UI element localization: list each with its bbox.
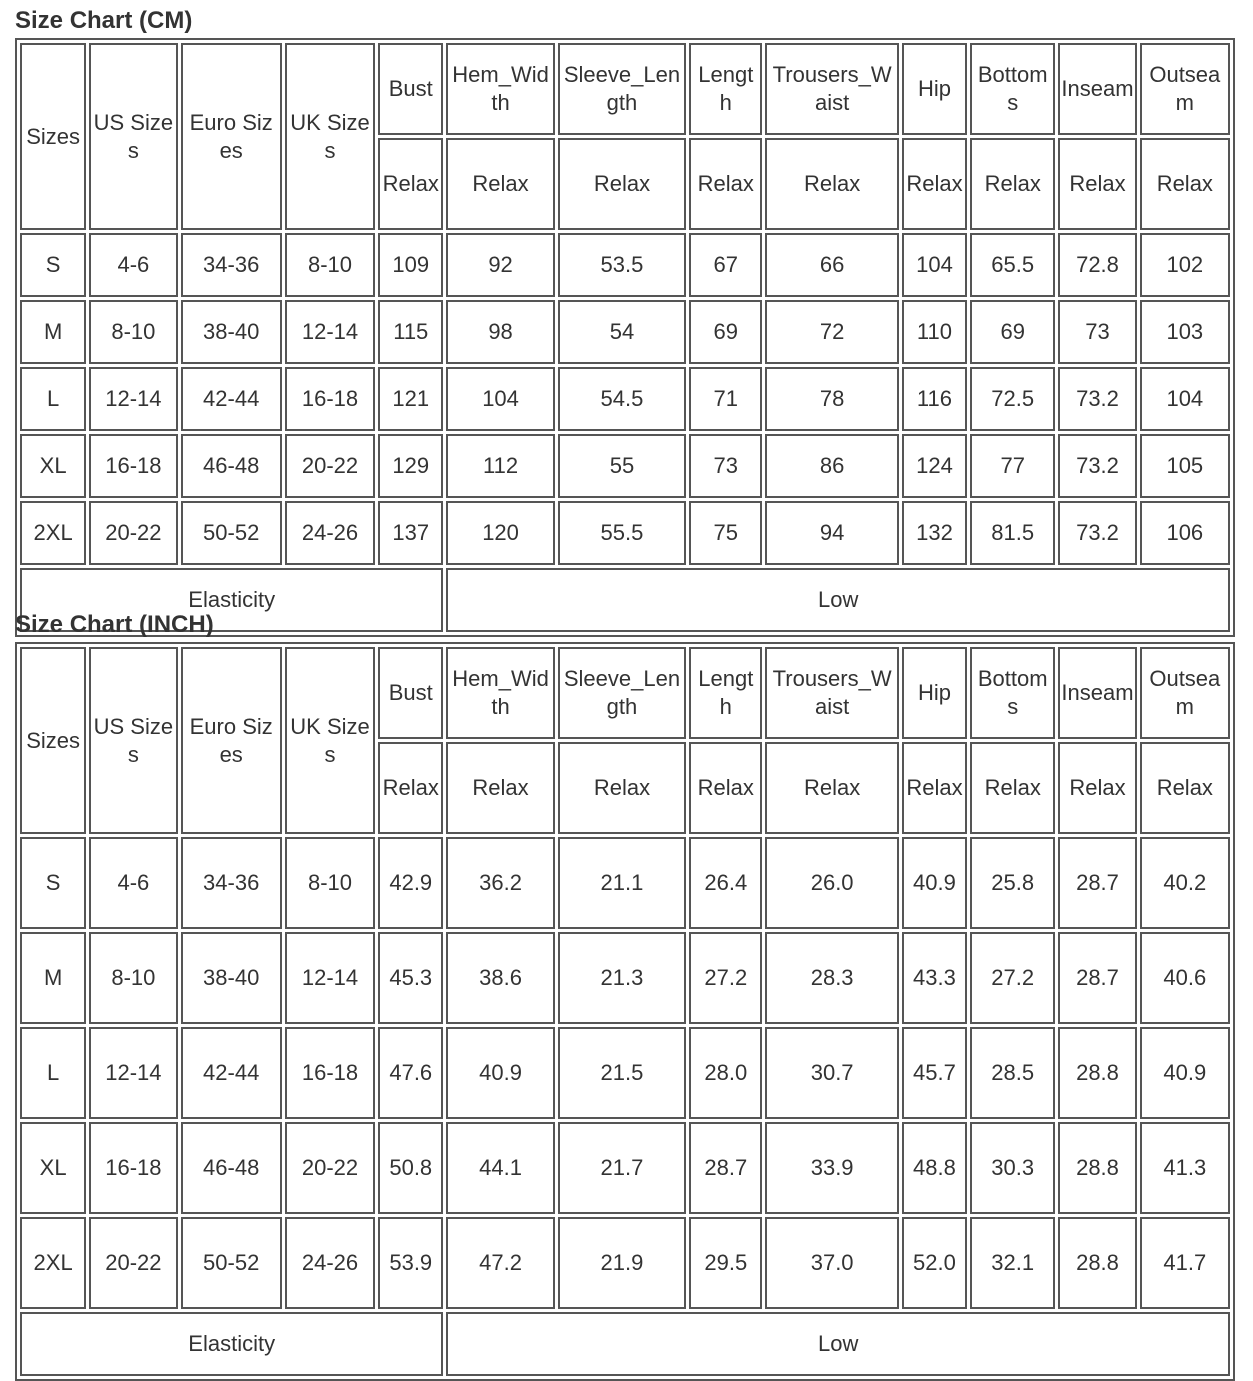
size-row-xl <box>20 1122 1230 1214</box>
table-cell: 72.8 <box>1058 233 1136 297</box>
table-cell: 28.8 <box>1058 1217 1136 1309</box>
table-cell: 36.2 <box>446 837 554 929</box>
table-cell: 55.5 <box>558 501 686 565</box>
elasticity-value: Low <box>446 568 1230 632</box>
fit-label: Relax <box>902 742 967 834</box>
table-cell: 94 <box>765 501 898 565</box>
header-euro-sizes: Euro Sizes <box>181 647 282 834</box>
table-cell: 29.5 <box>689 1217 762 1309</box>
table-cell: 43.3 <box>902 932 967 1024</box>
table-cell: 78 <box>765 367 898 431</box>
size-row-m <box>20 932 1230 1024</box>
table-cell: 69 <box>970 300 1055 364</box>
table-cell: 73 <box>689 434 762 498</box>
table-cell: 12-14 <box>89 367 177 431</box>
table-cell: 12-14 <box>285 932 375 1024</box>
table-cell: 32.1 <box>970 1217 1055 1309</box>
table-cell: 40.6 <box>1140 932 1230 1024</box>
header-hip: Hip <box>902 647 967 739</box>
fit-label: Relax <box>765 742 898 834</box>
table-cell: 8-10 <box>285 837 375 929</box>
table-cell: 34-36 <box>181 837 282 929</box>
table-cell: 16-18 <box>285 1027 375 1119</box>
table-cell: 71 <box>689 367 762 431</box>
table-cell: 27.2 <box>689 932 762 1024</box>
header-sizes: Sizes <box>20 43 86 230</box>
fit-label: Relax <box>689 742 762 834</box>
table-cell: 41.7 <box>1140 1217 1230 1309</box>
table-cell: 37.0 <box>765 1217 898 1309</box>
table-cell: 8-10 <box>285 233 375 297</box>
table-cell: 55 <box>558 434 686 498</box>
header-outseam: Outseam <box>1140 43 1230 135</box>
table-cell: 47.2 <box>446 1217 554 1309</box>
table-cell: 8-10 <box>89 932 177 1024</box>
table-cell: 53.5 <box>558 233 686 297</box>
fit-label: Relax <box>970 742 1055 834</box>
fit-label: Relax <box>446 742 554 834</box>
fit-label: Relax <box>1140 138 1230 230</box>
table-cell: 46-48 <box>181 434 282 498</box>
elasticity-value: Low <box>446 1312 1230 1376</box>
table-cell: 21.1 <box>558 837 686 929</box>
table-cell: 66 <box>765 233 898 297</box>
table-cell: 16-18 <box>89 1122 177 1214</box>
table-cell: M <box>20 932 86 1024</box>
header-trousers-waist: Trousers_Waist <box>765 43 898 135</box>
table-cell: 30.7 <box>765 1027 898 1119</box>
size-row-l <box>20 367 1230 431</box>
size-row-2xl <box>20 501 1230 565</box>
table-cell: 26.4 <box>689 837 762 929</box>
header-hip: Hip <box>902 43 967 135</box>
table-cell: 67 <box>689 233 762 297</box>
header-inseam: Inseam <box>1058 647 1136 739</box>
table-cell: 72.5 <box>970 367 1055 431</box>
table-cell: 40.2 <box>1140 837 1230 929</box>
table-cell: 98 <box>446 300 554 364</box>
table-cell: 81.5 <box>970 501 1055 565</box>
table-cell: 16-18 <box>285 367 375 431</box>
size-row-m <box>20 300 1230 364</box>
table-cell: 50-52 <box>181 501 282 565</box>
table-cell: 41.3 <box>1140 1122 1230 1214</box>
table-cell: 73.2 <box>1058 501 1136 565</box>
table-cell: 12-14 <box>285 300 375 364</box>
table-cell: 112 <box>446 434 554 498</box>
header-uk-sizes: UK Sizes <box>285 43 375 230</box>
table-cell: 69 <box>689 300 762 364</box>
table-cell: 24-26 <box>285 501 375 565</box>
size-row-s <box>20 837 1230 929</box>
table-cell: 50-52 <box>181 1217 282 1309</box>
table-cell: 20-22 <box>285 434 375 498</box>
table-cell: 28.8 <box>1058 1122 1136 1214</box>
table-cell: 40.9 <box>1140 1027 1230 1119</box>
header-uk-sizes: UK Sizes <box>285 647 375 834</box>
header-inseam: Inseam <box>1058 43 1136 135</box>
size-row-xl <box>20 434 1230 498</box>
header-bust: Bust <box>378 647 443 739</box>
table-cell: 16-18 <box>89 434 177 498</box>
fit-label: Relax <box>558 138 686 230</box>
size-row-s <box>20 233 1230 297</box>
header-bottoms: Bottoms <box>970 647 1055 739</box>
table-cell: 121 <box>378 367 443 431</box>
table-cell: 116 <box>902 367 967 431</box>
size-chart-table <box>15 642 1235 1381</box>
table-cell: 40.9 <box>902 837 967 929</box>
table-cell: 2XL <box>20 1217 86 1309</box>
fit-label: Relax <box>970 138 1055 230</box>
table-cell: 132 <box>902 501 967 565</box>
table-cell: 106 <box>1140 501 1230 565</box>
fit-label: Relax <box>1058 138 1136 230</box>
table-cell: 12-14 <box>89 1027 177 1119</box>
table-cell: 33.9 <box>765 1122 898 1214</box>
table-cell: 20-22 <box>285 1122 375 1214</box>
table-cell: 28.7 <box>1058 837 1136 929</box>
table-cell: S <box>20 233 86 297</box>
table-cell: XL <box>20 434 86 498</box>
table-cell: 47.6 <box>378 1027 443 1119</box>
fit-label: Relax <box>378 742 443 834</box>
table-cell: 54 <box>558 300 686 364</box>
table-cell: 4-6 <box>89 233 177 297</box>
table-cell: 38-40 <box>181 932 282 1024</box>
table-cell: 45.7 <box>902 1027 967 1119</box>
fit-label: Relax <box>558 742 686 834</box>
table-cell: 54.5 <box>558 367 686 431</box>
header-us-sizes: US Sizes <box>89 647 177 834</box>
table-cell: 124 <box>902 434 967 498</box>
table-cell: 28.5 <box>970 1027 1055 1119</box>
header-row <box>20 647 1230 739</box>
table-cell: 104 <box>1140 367 1230 431</box>
table-cell: 115 <box>378 300 443 364</box>
elasticity-row <box>20 1312 1230 1376</box>
header-euro-sizes: Euro Sizes <box>181 43 282 230</box>
header-sizes: Sizes <box>20 647 86 834</box>
table-cell: L <box>20 1027 86 1119</box>
table-cell: XL <box>20 1122 86 1214</box>
table-cell: 73 <box>1058 300 1136 364</box>
header-length: Length <box>689 647 762 739</box>
table-cell: 110 <box>902 300 967 364</box>
table-cell: 26.0 <box>765 837 898 929</box>
table-cell: 53.9 <box>378 1217 443 1309</box>
table-cell: 72 <box>765 300 898 364</box>
header-hem-width: Hem_Width <box>446 647 554 739</box>
elasticity-label: Elasticity <box>20 1312 443 1376</box>
size-chart-title: Size Chart (INCH) <box>15 611 214 638</box>
table-cell: 28.8 <box>1058 1027 1136 1119</box>
table-cell: 28.0 <box>689 1027 762 1119</box>
table-cell: 86 <box>765 434 898 498</box>
fit-label: Relax <box>378 138 443 230</box>
table-cell: 46-48 <box>181 1122 282 1214</box>
table-cell: 4-6 <box>89 837 177 929</box>
table-cell: 73.2 <box>1058 367 1136 431</box>
table-cell: 25.8 <box>970 837 1055 929</box>
size-row-2xl <box>20 1217 1230 1309</box>
header-row <box>20 43 1230 135</box>
header-sleeve-length: Sleeve_Length <box>558 647 686 739</box>
table-cell: 28.7 <box>1058 932 1136 1024</box>
header-us-sizes: US Sizes <box>89 43 177 230</box>
table-cell: 45.3 <box>378 932 443 1024</box>
table-cell: 65.5 <box>970 233 1055 297</box>
table-cell: 24-26 <box>285 1217 375 1309</box>
table-cell: 48.8 <box>902 1122 967 1214</box>
table-cell: 137 <box>378 501 443 565</box>
size-chart-table <box>15 38 1235 637</box>
table-cell: 38-40 <box>181 300 282 364</box>
table-cell: 21.5 <box>558 1027 686 1119</box>
table-cell: 2XL <box>20 501 86 565</box>
table-cell: 104 <box>902 233 967 297</box>
table-cell: 129 <box>378 434 443 498</box>
header-bust: Bust <box>378 43 443 135</box>
fit-label: Relax <box>1140 742 1230 834</box>
table-cell: 28.3 <box>765 932 898 1024</box>
table-cell: 103 <box>1140 300 1230 364</box>
table-cell: 30.3 <box>970 1122 1055 1214</box>
table-cell: 92 <box>446 233 554 297</box>
table-cell: 21.3 <box>558 932 686 1024</box>
fit-label: Relax <box>446 138 554 230</box>
table-cell: 75 <box>689 501 762 565</box>
fit-label: Relax <box>1058 742 1136 834</box>
table-cell: 8-10 <box>89 300 177 364</box>
table-cell: 38.6 <box>446 932 554 1024</box>
table-cell: 52.0 <box>902 1217 967 1309</box>
size-row-l <box>20 1027 1230 1119</box>
table-cell: 27.2 <box>970 932 1055 1024</box>
fit-label: Relax <box>902 138 967 230</box>
header-hem-width: Hem_Width <box>446 43 554 135</box>
fit-label: Relax <box>689 138 762 230</box>
header-outseam: Outseam <box>1140 647 1230 739</box>
table-cell: 20-22 <box>89 1217 177 1309</box>
header-bottoms: Bottoms <box>970 43 1055 135</box>
table-cell: L <box>20 367 86 431</box>
elasticity-label: Elasticity <box>20 568 443 632</box>
table-cell: 77 <box>970 434 1055 498</box>
table-cell: 105 <box>1140 434 1230 498</box>
table-cell: 34-36 <box>181 233 282 297</box>
table-cell: 28.7 <box>689 1122 762 1214</box>
table-cell: 21.9 <box>558 1217 686 1309</box>
size-chart-title: Size Chart (CM) <box>15 7 193 34</box>
table-cell: 42.9 <box>378 837 443 929</box>
table-cell: 120 <box>446 501 554 565</box>
table-cell: 42-44 <box>181 1027 282 1119</box>
table-cell: 21.7 <box>558 1122 686 1214</box>
table-cell: 109 <box>378 233 443 297</box>
table-cell: 102 <box>1140 233 1230 297</box>
table-cell: S <box>20 837 86 929</box>
table-cell: 20-22 <box>89 501 177 565</box>
fit-label: Relax <box>765 138 898 230</box>
table-cell: 44.1 <box>446 1122 554 1214</box>
table-cell: 42-44 <box>181 367 282 431</box>
table-cell: 73.2 <box>1058 434 1136 498</box>
header-length: Length <box>689 43 762 135</box>
header-sleeve-length: Sleeve_Length <box>558 43 686 135</box>
table-cell: 40.9 <box>446 1027 554 1119</box>
table-cell: 104 <box>446 367 554 431</box>
header-trousers-waist: Trousers_Waist <box>765 647 898 739</box>
table-cell: 50.8 <box>378 1122 443 1214</box>
table-cell: M <box>20 300 86 364</box>
